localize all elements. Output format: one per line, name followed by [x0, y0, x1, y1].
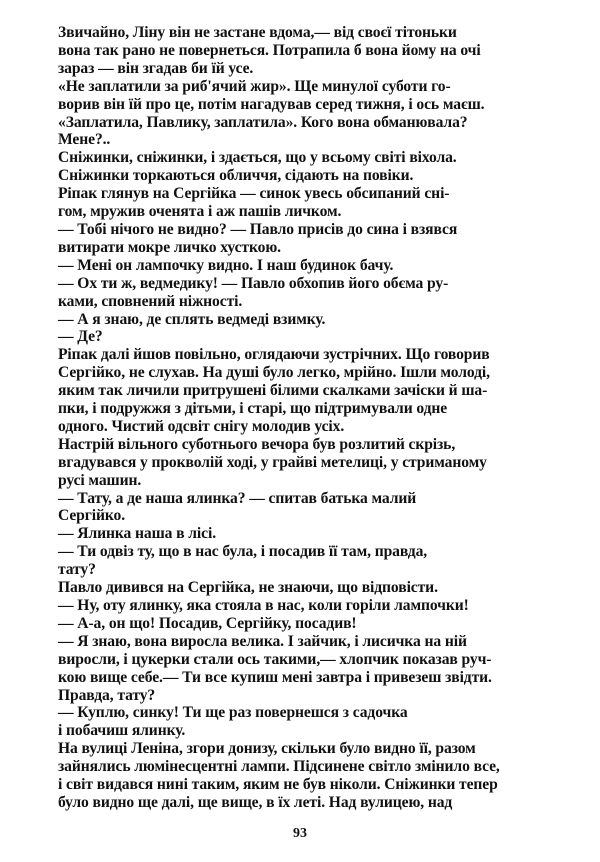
- text-line: Ріпак далі йшов повільно, оглядаючи зустрічних. Що говорив: [58, 346, 490, 364]
- paragraph: [58, 579, 554, 597]
- body-text: [58, 24, 554, 812]
- text-line: «Заплатила, Павлику, заплатила». Кого вона обманювала?: [58, 113, 468, 131]
- text-line: Сергійко, не слухав. На душі було легко, мрійно. Ішли молоді,: [58, 364, 490, 382]
- text-line: Ріпак глянув на Сергійка — синок увесь обсипаний сні-: [58, 185, 450, 203]
- text-line: На вулиці Леніна, згори донизу, скільки було видно її, разом: [58, 740, 476, 758]
- paragraph: [58, 257, 554, 275]
- text-line: зайнялись люмінесцентні лампи. Підсинене світло змінило все,: [58, 758, 500, 776]
- text-line: Звичайно, Ліну він не застане вдома,— від своєї тітоньки: [58, 24, 457, 41]
- text-line: — Мені он лампочку видно. І наш будинок бачу.: [58, 256, 394, 274]
- text-line: і світ видався нині таким, яким не був ніколи. Сніжинки тепер: [58, 776, 498, 794]
- text-line: зараз — він згадав би їй усе.: [58, 59, 254, 77]
- text-line: Правда, тату?: [58, 686, 156, 704]
- text-line: — А-а, он що! Посадив, Сергійку, посадив!: [58, 614, 357, 632]
- text-line: — Тобі нічого не видно? — Павло присів до сина і взявся: [58, 220, 458, 238]
- paragraph: [58, 185, 554, 221]
- text-line: Павло дивився на Сергійка, не знаючи, що відповісти.: [58, 579, 438, 597]
- paragraph: [58, 436, 554, 490]
- paragraph: [58, 615, 554, 633]
- text-line: — Ялинка наша в лісі.: [58, 525, 217, 543]
- text-line: витирати мокре личко хусткою.: [58, 238, 281, 256]
- text-line: Сергійко.: [58, 507, 126, 525]
- paragraph: [58, 525, 554, 543]
- text-line: Сніжинки, сніжинки, і здається, що у всьому світі віхола.: [58, 149, 457, 167]
- paragraph: [58, 704, 554, 740]
- text-line: Мене?..: [58, 131, 111, 149]
- text-line: — Тату, а де наша ялинка? — спитав батька малий: [58, 489, 417, 507]
- text-line: — Куплю, синку! Ти ще раз повернешся з садочка: [58, 704, 408, 722]
- paragraph: [58, 346, 554, 436]
- text-line: — Я знаю, вона виросла велика. І зайчик, і лисичка на ній: [58, 632, 467, 650]
- text-line: вона так рано не повернеться. Потрапила б вона йому на очі: [58, 41, 481, 59]
- paragraph: [58, 740, 554, 812]
- text-line: виросли, і цукерки стали ось такими,— хлопчик показав руч-: [58, 650, 492, 668]
- page-number: 93: [293, 826, 307, 841]
- paragraph: [58, 633, 554, 705]
- paragraph: [58, 78, 554, 150]
- text-line: Сніжинки торкаються обличчя, сідають на повіки.: [58, 167, 414, 185]
- text-line: одного. Чистий одсвіт снігу молодив усіх.: [58, 417, 345, 435]
- text-line: кою вище себе.— Ти все купиш мені завтра і привезеш звідти.: [58, 668, 492, 686]
- text-line: русі машин.: [58, 471, 142, 489]
- paragraph: [58, 149, 554, 185]
- text-line: гом, мружив оченята і аж пашів личком.: [58, 203, 342, 221]
- text-line: пки, і подружжя з дітьми, і старі, що підтримували одне: [58, 400, 448, 418]
- paragraph: [58, 275, 554, 311]
- text-line: — Де?: [58, 328, 103, 346]
- text-line: ворив він їй про це, потім нагадував серед тижня, і ось маєш.: [58, 95, 485, 113]
- text-line: було видно ще далі, ще вище, в їх леті. Над вулицею, над: [58, 793, 453, 811]
- text-line: і побачиш ялинку.: [58, 722, 186, 740]
- text-line: Настрій вільного суботнього вечора був розлитий скрізь,: [58, 435, 456, 453]
- paragraph: [58, 543, 554, 579]
- text-line: ками, сповнений ніжності.: [58, 292, 243, 310]
- text-line: тату?: [58, 561, 96, 579]
- paragraph: [58, 221, 554, 257]
- text-line: — А я знаю, де сплять ведмеді взимку.: [58, 310, 326, 328]
- paragraph: [58, 311, 554, 329]
- text-line: «Не заплатили за риб'ячий жир». Ще минулої суботи го-: [58, 77, 451, 95]
- text-line: яким так личили притрушені білими скалками зачіски й ша-: [58, 382, 488, 400]
- paragraph: [58, 328, 554, 346]
- text-line: — Ну, оту ялинку, яка стояла в нас, коли горіли лампочки!: [58, 597, 469, 614]
- text-line: — Ох ти ж, ведмедику! — Павло обхопив його обєма ру-: [58, 274, 449, 292]
- paragraph: [58, 24, 554, 78]
- text-line: вгадувався у прокволій ході, у грайві метелиці, у стриманому: [58, 453, 487, 471]
- text-line: — Ти одвіз ту, що в нас була, і посадив її там, правда,: [58, 543, 428, 561]
- paragraph: [58, 490, 554, 526]
- paragraph: [58, 597, 554, 615]
